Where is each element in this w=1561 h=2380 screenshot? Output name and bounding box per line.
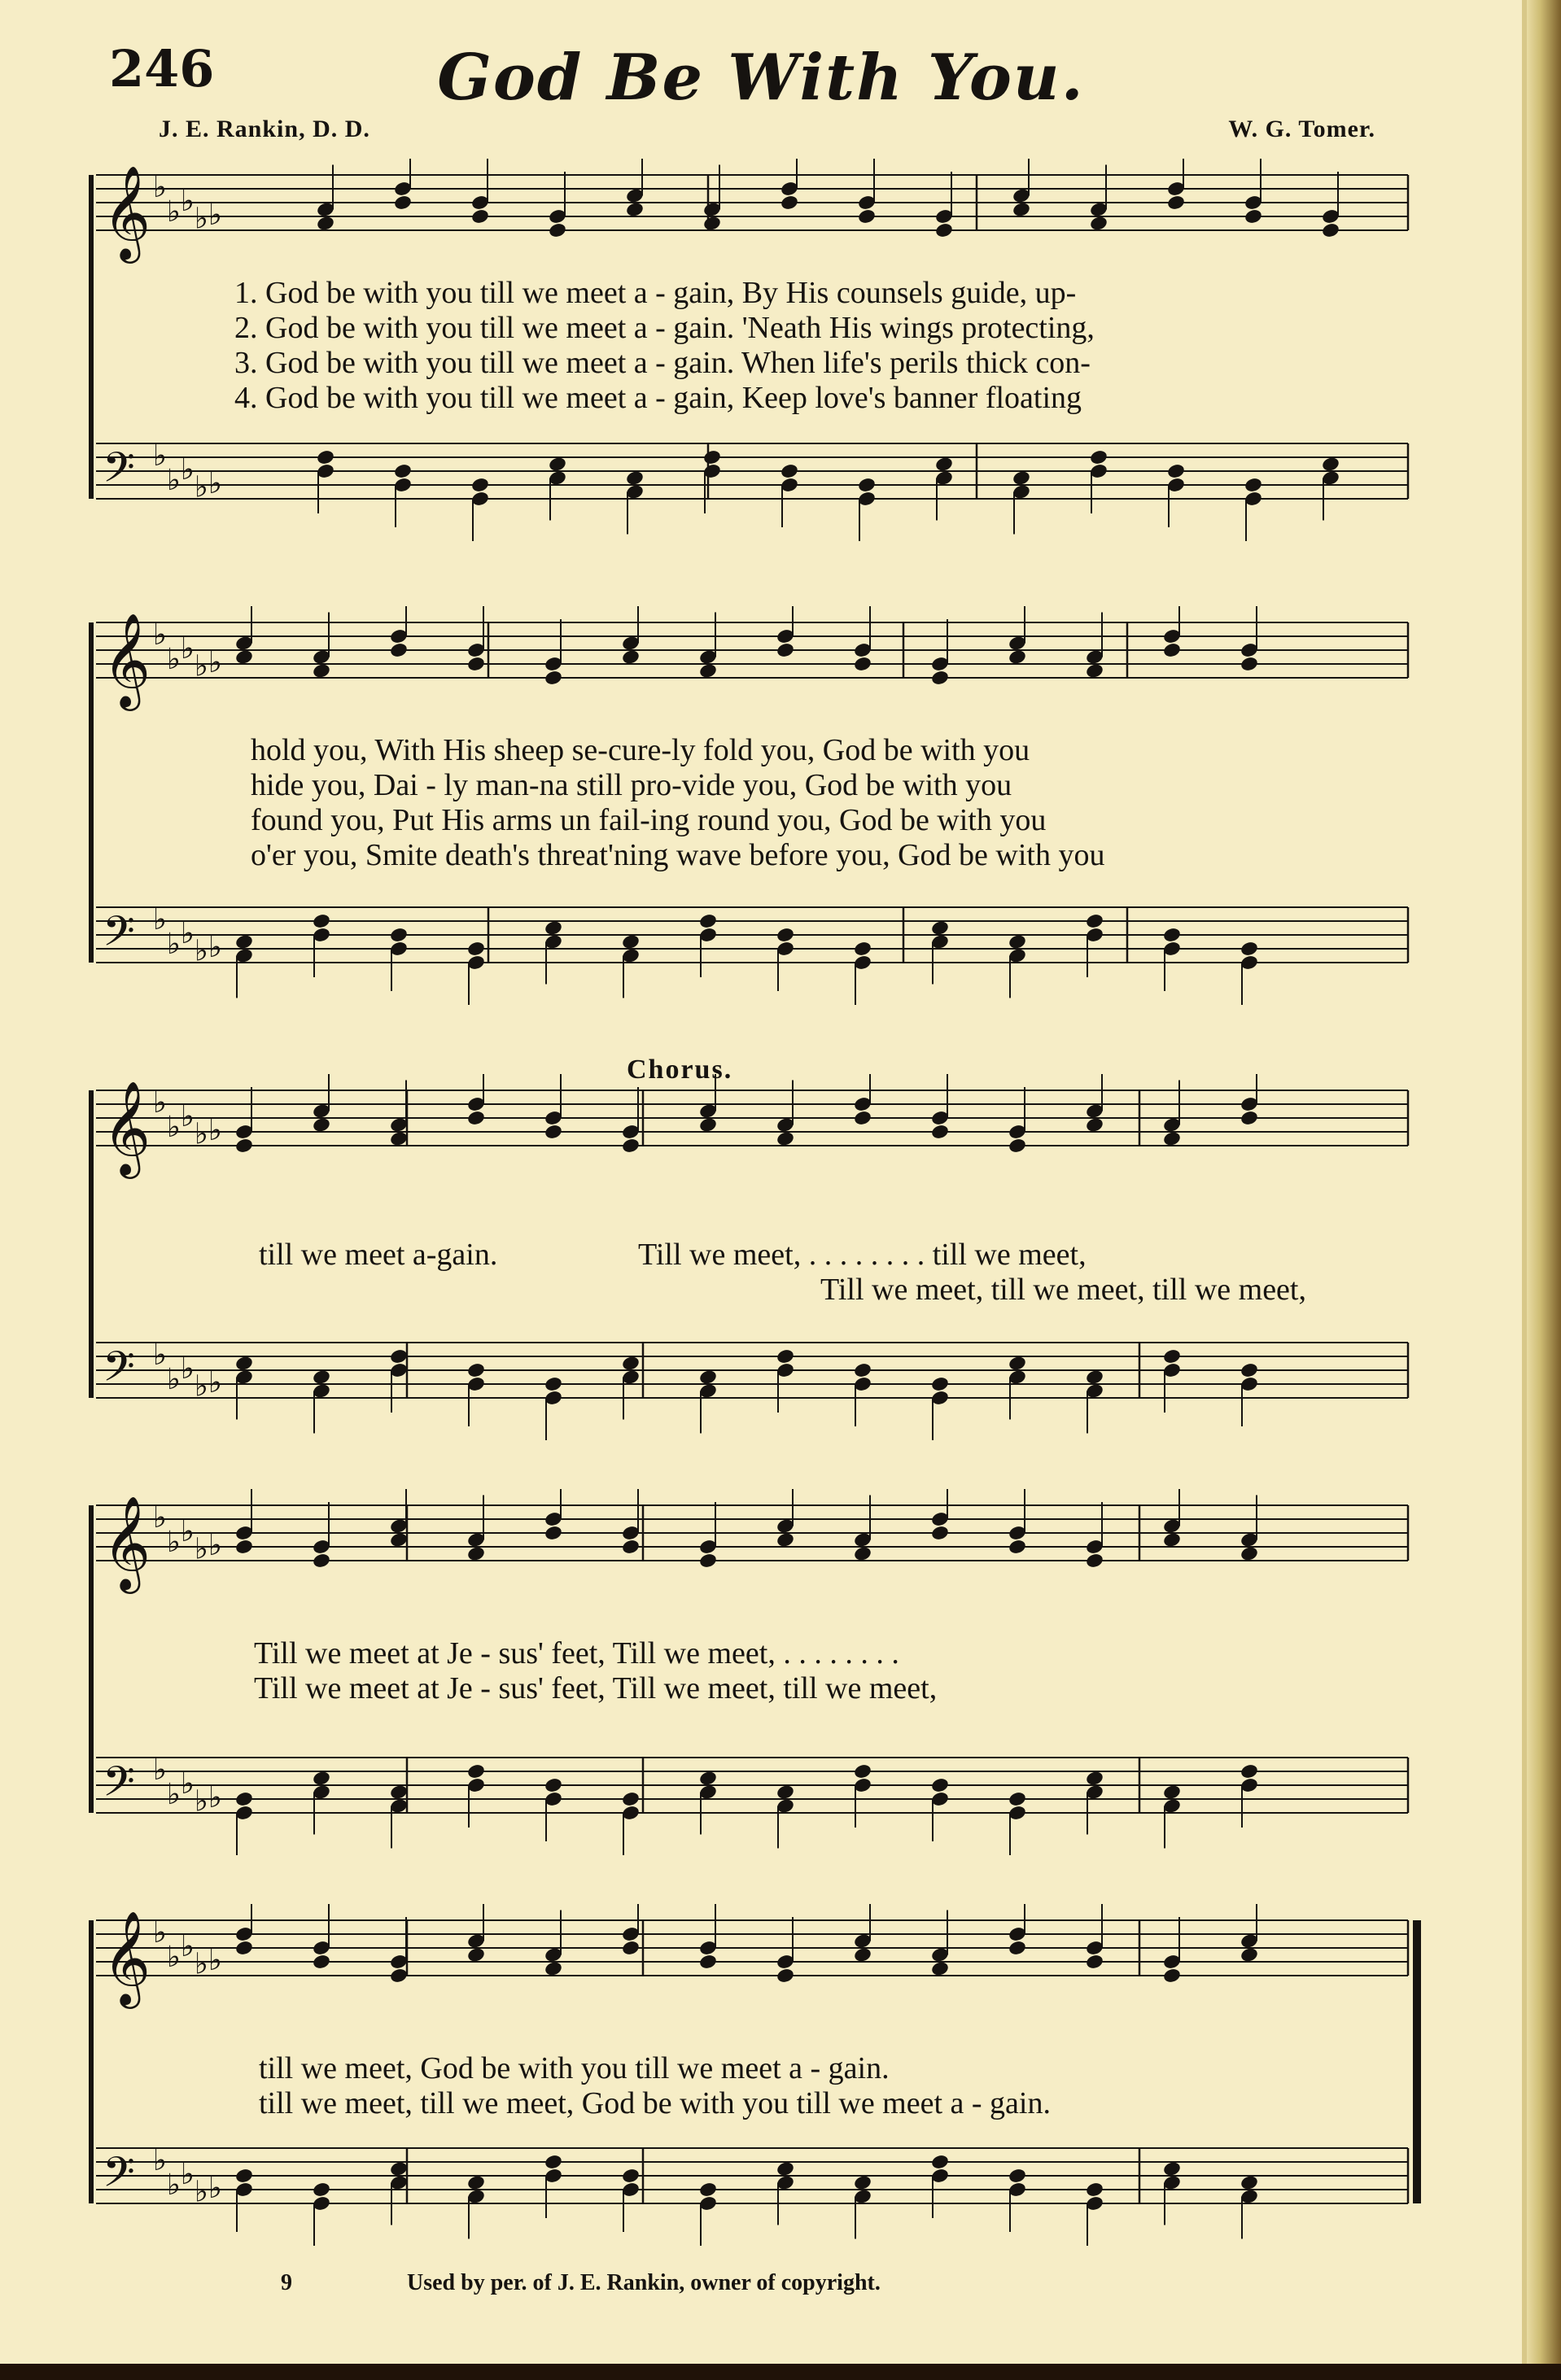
note-head bbox=[776, 1784, 795, 1801]
note-head bbox=[393, 463, 413, 480]
note-head bbox=[930, 670, 950, 687]
note-head bbox=[621, 1791, 641, 1808]
note-head bbox=[1008, 648, 1027, 666]
verse-4-line-2: o'er you, Smite death's threat'ning wave before you, God be with you bbox=[251, 838, 1105, 872]
note-head bbox=[1089, 215, 1108, 232]
flat-sign: ♭ bbox=[153, 903, 167, 937]
note-head bbox=[934, 222, 954, 239]
flat-sign: ♭ bbox=[153, 2144, 167, 2177]
note-head bbox=[1008, 1940, 1027, 1957]
note-head bbox=[698, 2181, 718, 2199]
hymn-title: God Be With You. bbox=[437, 41, 1085, 115]
note-head bbox=[776, 642, 795, 659]
note-head bbox=[698, 1369, 718, 1386]
flat-sign: ♭ bbox=[208, 1114, 222, 1147]
note-head bbox=[1089, 449, 1108, 466]
verse-3-line-2: found you, Put His arms un fail-ing round you, God be with you bbox=[251, 803, 1047, 837]
verse-1-line-2: hold you, With His sheep se-cure-ly fold you, God be with you bbox=[251, 733, 1030, 767]
note-head bbox=[312, 1552, 331, 1570]
note-head bbox=[466, 1362, 486, 1379]
flat-sign: ♭ bbox=[208, 199, 222, 232]
chorus-line-1-lower: Till we meet, till we meet, till we meet, bbox=[820, 1273, 1306, 1307]
note-head bbox=[857, 208, 877, 225]
note-head bbox=[470, 477, 490, 494]
note-head bbox=[1240, 1946, 1259, 1963]
note-head bbox=[466, 1545, 486, 1562]
flat-sign: ♭ bbox=[195, 2175, 208, 2209]
chorus-line-1: till we meet a-gain. bbox=[259, 1238, 498, 1272]
note-head bbox=[621, 1539, 641, 1556]
bass-clef: 𝄢 bbox=[103, 443, 135, 502]
treble-clef: 𝄞 bbox=[103, 1910, 151, 2005]
flat-sign: ♭ bbox=[195, 649, 208, 683]
note-head bbox=[548, 222, 567, 239]
note-head bbox=[234, 2168, 254, 2185]
verse-2-line-1: 2. God be with you till we meet a - gain. 'Neath His wings protecting, bbox=[234, 311, 1095, 345]
flat-sign: ♭ bbox=[167, 2168, 181, 2202]
note-head bbox=[544, 1960, 563, 1977]
note-head bbox=[389, 927, 409, 944]
flat-sign: ♭ bbox=[167, 1940, 181, 1974]
note-head bbox=[1162, 1130, 1182, 1147]
flat-sign: ♭ bbox=[181, 1515, 195, 1548]
note-head bbox=[466, 1763, 486, 1780]
note-head bbox=[1166, 463, 1186, 480]
flat-sign: ♭ bbox=[167, 1110, 181, 1144]
chorus-line-3-upper: till we meet, God be with you till we meet a - gain. bbox=[259, 2051, 890, 2085]
note-head bbox=[1162, 927, 1182, 944]
chorus-line-1-cont: Till we meet, . . . . . . . . till we meet, bbox=[638, 1238, 1087, 1272]
note-head bbox=[1085, 1954, 1104, 1971]
note-head bbox=[930, 1777, 950, 1794]
treble-clef: 𝄞 bbox=[103, 164, 151, 260]
note-head bbox=[853, 941, 872, 958]
note-head bbox=[698, 1770, 718, 1787]
note-head bbox=[312, 2181, 331, 2199]
flat-sign: ♭ bbox=[167, 927, 181, 961]
flat-sign: ♭ bbox=[195, 470, 208, 504]
note-head bbox=[234, 933, 254, 950]
note-head bbox=[1012, 469, 1031, 487]
note-head bbox=[393, 194, 413, 212]
note-head bbox=[1162, 1531, 1182, 1548]
note-head bbox=[853, 1763, 872, 1780]
treble-clef: 𝄞 bbox=[103, 1080, 151, 1175]
note-head bbox=[1008, 1539, 1027, 1556]
note-head bbox=[234, 1539, 254, 1556]
note-head bbox=[853, 656, 872, 673]
note-head bbox=[1008, 2168, 1027, 2185]
words-credit: J. E. Rankin, D. D. bbox=[159, 116, 370, 142]
flat-sign: ♭ bbox=[195, 1369, 208, 1404]
note-head bbox=[544, 670, 563, 687]
note-head bbox=[853, 2174, 872, 2191]
note-head bbox=[1008, 1355, 1027, 1372]
note-head bbox=[621, 2168, 641, 2185]
note-head bbox=[1240, 2174, 1259, 2191]
note-head bbox=[1162, 1784, 1182, 1801]
note-head bbox=[698, 662, 718, 679]
flat-sign: ♭ bbox=[195, 1117, 208, 1151]
bass-clef: 𝄢 bbox=[103, 1342, 135, 1401]
note-head bbox=[1240, 1545, 1259, 1562]
note-head bbox=[1162, 642, 1182, 659]
note-head bbox=[234, 1940, 254, 1957]
note-head bbox=[621, 1138, 641, 1155]
note-head bbox=[312, 913, 331, 930]
flat-sign: ♭ bbox=[208, 1944, 222, 1977]
flat-sign: ♭ bbox=[181, 1767, 195, 1801]
flat-sign: ♭ bbox=[208, 2172, 222, 2205]
flat-sign: ♭ bbox=[181, 632, 195, 666]
note-head bbox=[621, 1355, 641, 1372]
flat-sign: ♭ bbox=[181, 1352, 195, 1386]
flat-sign: ♭ bbox=[208, 467, 222, 500]
note-head bbox=[930, 1124, 950, 1141]
note-head bbox=[544, 1124, 563, 1141]
note-head bbox=[625, 201, 645, 218]
flat-sign: ♭ bbox=[195, 202, 208, 236]
note-head bbox=[776, 1967, 795, 1985]
note-head bbox=[1162, 1967, 1182, 1985]
note-head bbox=[234, 1355, 254, 1372]
page-number: 246 bbox=[109, 39, 215, 98]
flat-sign: ♭ bbox=[153, 1753, 167, 1787]
treble-clef: 𝄞 bbox=[103, 612, 151, 707]
bass-clef: 𝄢 bbox=[103, 1757, 135, 1816]
note-head bbox=[389, 2160, 409, 2177]
note-head bbox=[1085, 1770, 1104, 1787]
note-head bbox=[780, 194, 799, 212]
note-head bbox=[621, 1940, 641, 1957]
note-head bbox=[1008, 1138, 1027, 1155]
music-system-5 bbox=[0, 1904, 1522, 2254]
note-head bbox=[698, 1552, 718, 1570]
flat-sign: ♭ bbox=[195, 1784, 208, 1819]
flat-sign: ♭ bbox=[195, 1532, 208, 1566]
note-head bbox=[1085, 1369, 1104, 1386]
note-head bbox=[853, 1946, 872, 1963]
note-head bbox=[930, 2154, 950, 2171]
note-head bbox=[544, 1777, 563, 1794]
note-head bbox=[1008, 1791, 1027, 1808]
flat-sign: ♭ bbox=[153, 171, 167, 204]
note-head bbox=[1085, 1552, 1104, 1570]
note-head bbox=[544, 919, 563, 937]
verse-2-line-2: hide you, Dai - ly man-na still pro-vide you, God be with you bbox=[251, 768, 1012, 802]
note-head bbox=[312, 1116, 331, 1133]
flat-sign: ♭ bbox=[153, 1086, 167, 1120]
note-head bbox=[316, 449, 335, 466]
chorus-line-2-lower: Till we meet at Je - sus' feet, Till we meet, till we meet, bbox=[254, 1671, 938, 1705]
note-head bbox=[548, 456, 567, 473]
footer-number: 9 bbox=[281, 2270, 292, 2295]
note-head bbox=[702, 449, 722, 466]
note-head bbox=[1244, 208, 1263, 225]
note-head bbox=[1012, 201, 1031, 218]
music-system-3 bbox=[0, 1074, 1522, 1448]
note-head bbox=[389, 1130, 409, 1147]
note-head bbox=[1166, 194, 1186, 212]
note-head bbox=[1240, 1763, 1259, 1780]
flat-sign: ♭ bbox=[181, 2158, 195, 2191]
note-head bbox=[1240, 1362, 1259, 1379]
note-head bbox=[857, 477, 877, 494]
flat-sign: ♭ bbox=[208, 1781, 222, 1814]
note-head bbox=[702, 215, 722, 232]
note-head bbox=[1008, 933, 1027, 950]
music-credit: W. G. Tomer. bbox=[1228, 116, 1375, 142]
treble-clef: 𝄞 bbox=[103, 1495, 151, 1590]
note-head bbox=[1240, 1110, 1259, 1127]
note-head bbox=[544, 1525, 563, 1542]
flat-sign: ♭ bbox=[181, 1930, 195, 1963]
note-head bbox=[1085, 662, 1104, 679]
note-head bbox=[776, 2160, 795, 2177]
note-head bbox=[698, 913, 718, 930]
note-head bbox=[625, 469, 645, 487]
note-head bbox=[316, 215, 335, 232]
note-head bbox=[698, 1954, 718, 1971]
chorus-label: Chorus. bbox=[627, 1055, 733, 1085]
note-head bbox=[466, 2174, 486, 2191]
note-head bbox=[930, 919, 950, 937]
note-head bbox=[1321, 456, 1340, 473]
note-head bbox=[544, 2154, 563, 2171]
note-head bbox=[312, 662, 331, 679]
note-head bbox=[470, 208, 490, 225]
flat-sign: ♭ bbox=[195, 1947, 208, 1981]
note-head bbox=[930, 1960, 950, 1977]
note-head bbox=[466, 1110, 486, 1127]
chorus-line-2-upper: Till we meet at Je - sus' feet, Till we meet, . . . . . . . . bbox=[254, 1636, 899, 1670]
note-head bbox=[1085, 1116, 1104, 1133]
flat-sign: ♭ bbox=[208, 1366, 222, 1400]
note-head bbox=[776, 927, 795, 944]
note-head bbox=[930, 1525, 950, 1542]
flat-sign: ♭ bbox=[181, 185, 195, 218]
flat-sign: ♭ bbox=[153, 1916, 167, 1950]
note-head bbox=[312, 1369, 331, 1386]
flat-sign: ♭ bbox=[167, 642, 181, 676]
flat-sign: ♭ bbox=[167, 1525, 181, 1559]
verse-4-line-1: 4. God be with you till we meet a - gain, Keep love's banner floating bbox=[234, 381, 1082, 415]
flat-sign: ♭ bbox=[153, 618, 167, 652]
note-head bbox=[853, 1110, 872, 1127]
note-head bbox=[1085, 2181, 1104, 2199]
note-head bbox=[1085, 913, 1104, 930]
flat-sign: ♭ bbox=[167, 463, 181, 497]
flat-sign: ♭ bbox=[208, 1529, 222, 1562]
note-head bbox=[389, 1784, 409, 1801]
note-head bbox=[1162, 2160, 1182, 2177]
note-head bbox=[312, 1954, 331, 1971]
note-head bbox=[1240, 656, 1259, 673]
bass-clef: 𝄢 bbox=[103, 906, 135, 966]
music-system-1 bbox=[0, 159, 1522, 549]
flat-sign: ♭ bbox=[167, 1362, 181, 1396]
note-head bbox=[780, 463, 799, 480]
flat-sign: ♭ bbox=[153, 1501, 167, 1535]
note-head bbox=[853, 1362, 872, 1379]
flat-sign: ♭ bbox=[153, 1338, 167, 1372]
flat-sign: ♭ bbox=[153, 439, 167, 473]
bass-clef: 𝄢 bbox=[103, 2147, 135, 2207]
book-bottom-edge bbox=[0, 2364, 1561, 2380]
flat-sign: ♭ bbox=[195, 934, 208, 968]
book-page-edge bbox=[1527, 0, 1561, 2380]
note-head bbox=[621, 933, 641, 950]
note-head bbox=[234, 1791, 254, 1808]
note-head bbox=[312, 1770, 331, 1787]
note-head bbox=[466, 656, 486, 673]
note-head bbox=[776, 1531, 795, 1548]
note-head bbox=[776, 1348, 795, 1365]
note-head bbox=[389, 1531, 409, 1548]
verse-3-line-1: 3. God be with you till we meet a - gain. When life's perils thick con- bbox=[234, 346, 1091, 380]
note-head bbox=[698, 1116, 718, 1133]
final-barline bbox=[1413, 1920, 1421, 2203]
chorus-line-3-lower: till we meet, till we meet, God be with you till we meet a - gain. bbox=[259, 2086, 1051, 2120]
music-system-4 bbox=[0, 1489, 1522, 1863]
note-head bbox=[1244, 477, 1263, 494]
verse-1-line-1: 1. God be with you till we meet a - gain, By His counsels guide, up- bbox=[234, 276, 1077, 310]
flat-sign: ♭ bbox=[181, 1100, 195, 1133]
flat-sign: ♭ bbox=[181, 917, 195, 950]
note-head bbox=[234, 1138, 254, 1155]
note-head bbox=[621, 648, 641, 666]
note-head bbox=[466, 941, 486, 958]
note-head bbox=[1321, 222, 1340, 239]
flat-sign: ♭ bbox=[167, 1777, 181, 1811]
note-head bbox=[1240, 941, 1259, 958]
note-head bbox=[544, 1376, 563, 1393]
flat-sign: ♭ bbox=[208, 931, 222, 964]
note-head bbox=[389, 1348, 409, 1365]
note-head bbox=[389, 1967, 409, 1985]
copyright-note: Used by per. of J. E. Rankin, owner of copyright. bbox=[407, 2270, 881, 2295]
flat-sign: ♭ bbox=[181, 453, 195, 487]
note-head bbox=[389, 642, 409, 659]
note-head bbox=[776, 1130, 795, 1147]
flat-sign: ♭ bbox=[208, 646, 222, 679]
music-system-2 bbox=[0, 606, 1522, 1013]
note-head bbox=[934, 456, 954, 473]
note-head bbox=[930, 1376, 950, 1393]
note-head bbox=[234, 648, 254, 666]
note-head bbox=[853, 1545, 872, 1562]
note-head bbox=[1162, 1348, 1182, 1365]
note-head bbox=[466, 1946, 486, 1963]
flat-sign: ♭ bbox=[167, 194, 181, 229]
